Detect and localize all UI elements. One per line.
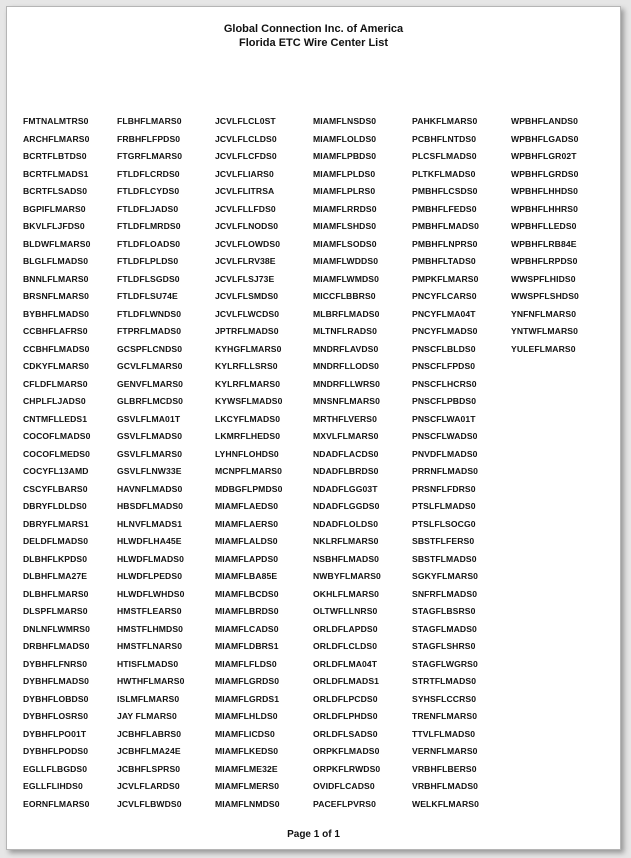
wire-center-code: STAGFLWGRS0 bbox=[412, 658, 478, 669]
wire-center-code: MIAMFLMERS0 bbox=[215, 781, 280, 791]
wire-center-code: TTVLFLMADS0 bbox=[412, 728, 476, 739]
wire-center-code: NDADFLGG03T bbox=[313, 483, 378, 494]
wire-center-code: YNFNFLMARS0 bbox=[511, 308, 577, 319]
wire-center-code: PNSCFLPBDS0 bbox=[412, 396, 477, 406]
wire-center-code: BNNLFLMARS0 bbox=[23, 273, 89, 284]
wire-center-code: PMBHFLMADS0 bbox=[412, 221, 479, 231]
wire-center-code: ARCHFLMARS0 bbox=[23, 133, 90, 144]
wire-center-code: GCVLFLMARS0 bbox=[117, 361, 183, 371]
wire-center-code: HTISFLMADS0 bbox=[117, 658, 179, 669]
wire-center-code: DLSPFLMARS0 bbox=[23, 606, 88, 616]
wire-center-code: MIAMFLHLDS0 bbox=[215, 711, 278, 721]
wire-center-code: OLTWFLLNRS0 bbox=[313, 606, 378, 616]
wire-center-code: DBRYFLDLDS0 bbox=[23, 501, 87, 511]
wire-center-code: KYWSFLMADS0 bbox=[215, 396, 283, 406]
wire-center-code: KYHGFLMARS0 bbox=[215, 343, 282, 354]
wire-center-code: PNCYFLCARS0 bbox=[412, 291, 477, 301]
wire-center-code: JCVLFLWCDS0 bbox=[215, 308, 280, 319]
wire-center-code: PNCYFLMADS0 bbox=[412, 326, 478, 336]
wire-center-column-5 bbox=[412, 113, 479, 813]
wire-center-code: JCVLFLRV38E bbox=[215, 256, 276, 266]
wire-center-code: MIAMFLCADS0 bbox=[215, 623, 279, 634]
wire-center-code: CNTMFLLEDS1 bbox=[23, 413, 88, 424]
wire-center-code: HAVNFLMADS0 bbox=[117, 483, 183, 494]
wire-center-code: MNDRFLAVDS0 bbox=[313, 343, 379, 354]
wire-center-code: NDADFLOLDS0 bbox=[313, 518, 379, 529]
wire-center-code: MIAMFLAEDS0 bbox=[215, 501, 279, 511]
wire-center-code: JCBHFLMA24E bbox=[117, 746, 181, 756]
wire-center-code: MLBRFLMADS0 bbox=[313, 308, 380, 319]
wire-center-code: SGKYFLMARS0 bbox=[412, 571, 479, 581]
wire-center-code: ORLDFLAPDS0 bbox=[313, 623, 378, 634]
wire-center-code: HBSDFLMADS0 bbox=[117, 501, 184, 511]
wire-center-code: YNTWFLMARS0 bbox=[511, 326, 578, 336]
wire-center-code: WPBHFLANDS0 bbox=[511, 116, 578, 126]
wire-center-code: CCBHFLMADS0 bbox=[23, 343, 90, 354]
wire-center-code: CDKYFLMARS0 bbox=[23, 361, 90, 371]
wire-center-code: DYBHFLPODS0 bbox=[23, 746, 89, 756]
wire-center-code: GSVLFLMADS0 bbox=[117, 431, 183, 441]
wire-center-code: BYBHFLMADS0 bbox=[23, 308, 90, 319]
wire-center-code: PRRNFLMADS0 bbox=[412, 466, 479, 476]
wire-center-code: KYLRFLMARS0 bbox=[215, 378, 281, 389]
wire-center-code: BKVLFLJFDS0 bbox=[23, 221, 85, 231]
wire-center-code: JCVLFLOWDS0 bbox=[215, 238, 281, 249]
wire-center-code: MNDRFLLWRS0 bbox=[313, 378, 380, 389]
wire-center-code: HLWDFLHA45E bbox=[117, 536, 182, 546]
wire-center-code: MIAMFLALDS0 bbox=[215, 536, 278, 546]
wire-center-code: PNSCFLHCRS0 bbox=[412, 378, 477, 389]
wire-center-code: MNDRFLLODS0 bbox=[313, 361, 380, 371]
wire-center-code: BRSNFLMARS0 bbox=[23, 291, 90, 301]
wire-center-code: WPBHFLLEDS0 bbox=[511, 221, 577, 231]
wire-center-code: DYBHFLMADS0 bbox=[23, 676, 90, 686]
wire-center-code: BLDWFLMARS0 bbox=[23, 238, 91, 249]
wire-center-code: NDADFLGGDS0 bbox=[313, 501, 380, 511]
wire-center-code: MIAMFLWDDS0 bbox=[313, 256, 379, 266]
wire-center-code: GCSPFLCNDS0 bbox=[117, 343, 183, 354]
wire-center-code: MIAMFLWMDS0 bbox=[313, 273, 380, 284]
wire-center-code: KYLRFLLSRS0 bbox=[215, 361, 278, 371]
wire-center-code: SNFRFLMADS0 bbox=[412, 588, 478, 599]
wire-center-code: PMBHFLCSDS0 bbox=[412, 186, 478, 196]
wire-center-code: DNLNFLWMRS0 bbox=[23, 623, 90, 634]
wire-center-code: HLWDFLWHDS0 bbox=[117, 588, 185, 599]
wire-center-code: PNSCFLWADS0 bbox=[412, 431, 478, 441]
wire-center-code: PMPKFLMARS0 bbox=[412, 273, 479, 284]
wire-center-code: HLWDFLMADS0 bbox=[117, 553, 184, 564]
wire-center-code: JCVLFLSJ73E bbox=[215, 273, 275, 284]
wire-center-code: VRBHFLMADS0 bbox=[412, 781, 479, 791]
document-page bbox=[6, 6, 621, 850]
wire-center-code: MIAMFLGRDS1 bbox=[215, 693, 280, 704]
wire-center-code: DYBHFLOBDS0 bbox=[23, 693, 89, 704]
wire-center-code: PNVDFLMADS0 bbox=[412, 448, 478, 459]
wire-center-code: FTLDFLOADS0 bbox=[117, 238, 181, 249]
wire-center-code: HMSTFLEARS0 bbox=[117, 606, 182, 616]
wire-center-column-1 bbox=[23, 113, 90, 813]
wire-center-code: WPBHFLGR02T bbox=[511, 151, 577, 161]
wire-center-code: PLCSFLMADS0 bbox=[412, 151, 477, 161]
wire-center-code: CCBHFLAFRS0 bbox=[23, 326, 88, 336]
wire-center-code: ORLDFLMA04T bbox=[313, 658, 378, 669]
wire-center-code: MIAMFLAERS0 bbox=[215, 518, 279, 529]
wire-center-code: BCRTFLSADS0 bbox=[23, 186, 88, 196]
wire-center-code: DLBHFLKPDS0 bbox=[23, 553, 88, 564]
wire-center-code: YULEFLMARS0 bbox=[511, 343, 576, 354]
wire-center-code: ORPKFLMADS0 bbox=[313, 746, 380, 756]
wire-center-code: DELDFLMADS0 bbox=[23, 536, 89, 546]
wire-center-column-2 bbox=[117, 113, 184, 813]
wire-center-code: DYBHFLOSRS0 bbox=[23, 711, 89, 721]
wire-center-code: WELKFLMARS0 bbox=[412, 798, 479, 809]
wire-center-code: MIAMFLSODS0 bbox=[313, 238, 377, 249]
wire-center-code: ORLDFLCLDS0 bbox=[313, 641, 378, 651]
wire-center-code: WPBHFLRB84E bbox=[511, 238, 577, 249]
wire-center-code: JCVLFLARDS0 bbox=[117, 781, 180, 791]
wire-center-code: WWSPFLSHDS0 bbox=[511, 291, 579, 301]
wire-center-code: MIAMFLDBRS1 bbox=[215, 641, 279, 651]
wire-center-code: FTLDFLSGDS0 bbox=[117, 273, 180, 284]
wire-center-code: EORNFLMARS0 bbox=[23, 798, 90, 809]
wire-center-code: FTLDFLPLDS0 bbox=[117, 256, 179, 266]
wire-center-code: MDBGFLPMDS0 bbox=[215, 483, 283, 494]
wire-center-code: FTPRFLMADS0 bbox=[117, 326, 182, 336]
wire-center-code: COCOFLMADS0 bbox=[23, 431, 91, 441]
wire-center-code: PNCYFLMA04T bbox=[412, 308, 476, 319]
wire-center-code: FLBHFLMARS0 bbox=[117, 116, 182, 126]
wire-center-code: TRENFLMARS0 bbox=[412, 711, 478, 721]
wire-center-code: MIAMFLBCDS0 bbox=[215, 588, 279, 599]
wire-center-code: MXVLFLMARS0 bbox=[313, 431, 379, 441]
wire-center-code: CSCYFLBARS0 bbox=[23, 483, 88, 494]
wire-center-code: VERNFLMARS0 bbox=[412, 746, 478, 756]
wire-center-code: SBSTFLMADS0 bbox=[412, 553, 477, 564]
wire-center-code: WPBHFLHHRS0 bbox=[511, 203, 578, 214]
wire-center-code: GLBRFLMCDS0 bbox=[117, 396, 184, 406]
wire-center-code: ORLDFLMADS1 bbox=[313, 676, 380, 686]
wire-center-code: PMBHFLFEDS0 bbox=[412, 203, 477, 214]
wire-center-code: DLBHFLMA27E bbox=[23, 571, 88, 581]
wire-center-code: LKMRFLHEDS0 bbox=[215, 431, 281, 441]
wire-center-code: WPBHFLGADS0 bbox=[511, 133, 579, 144]
wire-center-code: FTLDFLCRDS0 bbox=[117, 168, 180, 179]
wire-center-code: PACEFLPVRS0 bbox=[313, 798, 377, 809]
wire-center-code: PLTKFLMADS0 bbox=[412, 168, 476, 179]
wire-center-code: ORPKFLRWDS0 bbox=[313, 763, 381, 774]
wire-center-code: MIAMFLKEDS0 bbox=[215, 746, 279, 756]
wire-center-code: DRBHFLMADS0 bbox=[23, 641, 90, 651]
wire-center-code: MRTHFLVERS0 bbox=[313, 413, 377, 424]
wire-center-code: HMSTFLNARS0 bbox=[117, 641, 183, 651]
wire-center-code: JCVLFLITRSA bbox=[215, 186, 275, 196]
wire-center-code: DBRYFLMARS1 bbox=[23, 518, 89, 529]
page-title: Global Connection Inc. of America bbox=[223, 23, 404, 35]
wire-center-code: ORLDFLSADS0 bbox=[313, 728, 378, 739]
wire-center-code: MIAMFLFLDS0 bbox=[215, 658, 277, 669]
wire-center-code: MIAMFLNMDS0 bbox=[215, 798, 280, 809]
wire-center-code: DYBHFLPO01T bbox=[23, 728, 87, 739]
wire-center-code: PTSLFLSOCG0 bbox=[412, 518, 476, 529]
wire-center-code: COCOFLMEDS0 bbox=[23, 448, 90, 459]
wire-center-column-6 bbox=[511, 113, 579, 358]
wire-center-code: MIAMFLOLDS0 bbox=[313, 133, 377, 144]
wire-center-code: MIAMFLPLRS0 bbox=[313, 186, 376, 196]
wire-center-code: STAGFLMADS0 bbox=[412, 623, 477, 634]
wire-center-code: SYHSFLCCRS0 bbox=[412, 693, 477, 704]
wire-center-code: PTSLFLMADS0 bbox=[412, 501, 476, 511]
wire-center-code: GENVFLMARS0 bbox=[117, 378, 184, 389]
wire-center-code: HLNVFLMADS1 bbox=[117, 518, 183, 529]
wire-center-code: WPBHFLRPDS0 bbox=[511, 256, 578, 266]
wire-center-code: JCVLFLCL0ST bbox=[215, 116, 276, 126]
wire-center-code: DYBHFLFNRS0 bbox=[23, 658, 88, 669]
wire-center-code: HWTHFLMARS0 bbox=[117, 676, 185, 686]
wire-center-code: FTLDFLJADS0 bbox=[117, 203, 179, 214]
wire-center-code: PAHKFLMARS0 bbox=[412, 116, 478, 126]
wire-center-code: MIAMFLRRDS0 bbox=[313, 203, 377, 214]
wire-center-code: ORLDFLPHDS0 bbox=[313, 711, 378, 721]
wire-center-code: GSVLFLMA01T bbox=[117, 413, 181, 424]
wire-center-code: LYHNFLOHDS0 bbox=[215, 448, 279, 459]
wire-center-code: PRSNFLFDRS0 bbox=[412, 483, 476, 494]
wire-center-code: SBSTFLFERS0 bbox=[412, 536, 475, 546]
wire-center-code: PMBHFLTADS0 bbox=[412, 256, 476, 266]
wire-center-code: HLWDFLPEDS0 bbox=[117, 571, 183, 581]
wire-center-code: NDADFLBRDS0 bbox=[313, 466, 379, 476]
wire-center-code: PCBHFLNTDS0 bbox=[412, 133, 477, 144]
wire-center-code: PNSCFLWA01T bbox=[412, 413, 476, 424]
wire-center-code: FTLDFLMRDS0 bbox=[117, 221, 181, 231]
wire-center-column-3 bbox=[215, 113, 282, 813]
page-subtitle: Florida ETC Wire Center List bbox=[238, 37, 389, 49]
wire-center-code: WWSPFLHIDS0 bbox=[511, 273, 576, 284]
wire-center-code: MCNPFLMARS0 bbox=[215, 466, 282, 476]
wire-center-code: BCRTFLMADS1 bbox=[23, 168, 89, 179]
wire-center-code: CFLDFLMARS0 bbox=[23, 378, 88, 389]
wire-center-code: WPBHFLHHDS0 bbox=[511, 186, 578, 196]
wire-center-code: NWBYFLMARS0 bbox=[313, 571, 381, 581]
wire-center-code: BCRTFLBTDS0 bbox=[23, 151, 87, 161]
wire-center-code: MIAMFLSHDS0 bbox=[313, 221, 377, 231]
wire-center-code: MIAMFLAPDS0 bbox=[215, 553, 279, 564]
wire-center-code: JCVLFLCLDS0 bbox=[215, 133, 277, 144]
wire-center-code: STRTFLMADS0 bbox=[412, 676, 477, 686]
wire-center-code: JCVLFLIARS0 bbox=[215, 168, 274, 179]
wire-center-code: STAGFLBSRS0 bbox=[412, 606, 476, 616]
wire-center-code: MIAMFLME32E bbox=[215, 763, 278, 774]
wire-center-code: ISLMFLMARS0 bbox=[117, 693, 180, 704]
wire-center-code: MIAMFLNSDS0 bbox=[313, 116, 377, 126]
wire-center-code: MIAMFLPBDS0 bbox=[313, 151, 377, 161]
wire-center-code: DLBHFLMARS0 bbox=[23, 588, 89, 599]
wire-center-code: FMTNALMTRS0 bbox=[23, 116, 89, 126]
wire-center-code: FRBHFLFPDS0 bbox=[117, 133, 181, 144]
wire-center-code: MIAMFLBRDS0 bbox=[215, 606, 279, 616]
wire-center-code: FTLDFLSU74E bbox=[117, 291, 178, 301]
wire-center-code: JCBHFLABRS0 bbox=[117, 728, 182, 739]
wire-center-code: GSVLFLNW33E bbox=[117, 466, 182, 476]
wire-center-code: OKHLFLMARS0 bbox=[313, 588, 380, 599]
wire-center-code: BGPIFLMARS0 bbox=[23, 203, 86, 214]
wire-center-code: EGLLFLBGDS0 bbox=[23, 763, 88, 774]
page-footer: Page 1 of 1 bbox=[287, 829, 340, 840]
wire-center-code: VRBHFLBERS0 bbox=[412, 763, 477, 774]
wire-center-code: OVIDFLCADS0 bbox=[313, 781, 375, 791]
wire-center-code: MIAMFLBA85E bbox=[215, 571, 278, 581]
wire-center-code: JCVLFLBWDS0 bbox=[117, 798, 182, 809]
wire-center-code: MLTNFLRADS0 bbox=[313, 326, 377, 336]
wire-center-code: PMBHFLNPRS0 bbox=[412, 238, 478, 249]
wire-center-code: JAY FLMARS0 bbox=[117, 711, 177, 721]
wire-center-code: MNSNFLMARS0 bbox=[313, 396, 380, 406]
wire-center-code: GSVLFLMARS0 bbox=[117, 448, 183, 459]
wire-center-code: JCVLFLNODS0 bbox=[215, 221, 279, 231]
wire-center-code: ORLDFLPCDS0 bbox=[313, 693, 378, 704]
wire-center-code: FTLDFLWNDS0 bbox=[117, 308, 182, 319]
wire-center-code: FTLDFLCYDS0 bbox=[117, 186, 180, 196]
wire-center-column-4 bbox=[313, 113, 381, 813]
wire-center-code: PNSCFLFPDS0 bbox=[412, 361, 476, 371]
wire-center-code: EGLLFLIHDS0 bbox=[23, 781, 83, 791]
wire-center-code: FTGRFLMARS0 bbox=[117, 151, 183, 161]
wire-center-code: NDADFLACDS0 bbox=[313, 448, 379, 459]
wire-center-code: JCVLFLLFDS0 bbox=[215, 203, 276, 214]
wire-center-code: JCVLFLSMDS0 bbox=[215, 291, 279, 301]
wire-center-code: JPTRFLMADS0 bbox=[215, 326, 279, 336]
wire-center-code: NKLRFLMARS0 bbox=[313, 536, 379, 546]
wire-center-code: BLGLFLMADS0 bbox=[23, 256, 89, 266]
wire-center-code: WPBHFLGRDS0 bbox=[511, 168, 579, 179]
wire-center-code: MIAMFLGRDS0 bbox=[215, 676, 280, 686]
wire-center-code: JCBHFLSPRS0 bbox=[117, 763, 181, 774]
wire-center-code: LKCYFLMADS0 bbox=[215, 413, 281, 424]
wire-center-code: MIAMFLICDS0 bbox=[215, 728, 275, 739]
wire-center-code: COCYFL13AMD bbox=[23, 466, 89, 476]
wire-center-code: MIAMFLPLDS0 bbox=[313, 168, 376, 179]
wire-center-code: CHPLFLJADS0 bbox=[23, 396, 86, 406]
wire-center-code: MICCFLBBRS0 bbox=[313, 291, 376, 301]
wire-center-code: HMSTFLHMDS0 bbox=[117, 623, 184, 634]
wire-center-code: NSBHFLMADS0 bbox=[313, 553, 380, 564]
wire-center-code: JCVLFLCFDS0 bbox=[215, 151, 277, 161]
wire-center-code: PNSCFLBLDS0 bbox=[412, 343, 476, 354]
wire-center-code: STAGFLSHRS0 bbox=[412, 641, 476, 651]
